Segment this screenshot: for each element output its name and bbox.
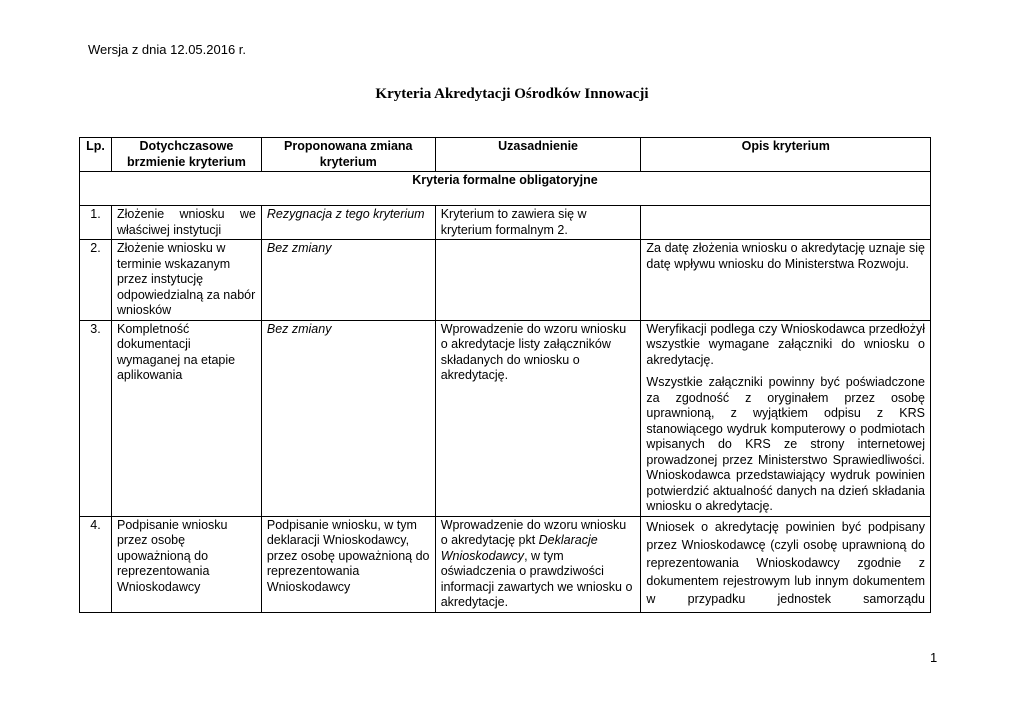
description-paragraph: Za datę złożenia wniosku o akredytację uznaje się datę wpływu wniosku do Ministerstwa Rozwoju. bbox=[646, 241, 925, 271]
proposed-change bbox=[261, 320, 435, 516]
justification: Kryterium to zawiera się w kryterium formalnym 2. bbox=[435, 206, 641, 240]
description-paragraph: Weryfikacji podlega czy Wnioskodawca przedłożył wszystkie wymagane załączniki do wniosku o akredytację. bbox=[646, 321, 925, 367]
criterion-description bbox=[641, 320, 931, 516]
justification: Wprowadzenie do wzoru wniosku o akredytacje listy załączników składanych do wniosku o akredytację. bbox=[435, 320, 641, 516]
section-title: Kryteria formalne obligatoryjne bbox=[80, 172, 931, 206]
table-row bbox=[80, 320, 931, 516]
justification bbox=[435, 516, 641, 612]
column-header-proposed: Proponowana zmiana kryterium bbox=[261, 138, 435, 172]
column-header-description: Opis kryterium bbox=[641, 138, 931, 172]
version-date: Wersja z dnia 12.05.2016 r. bbox=[88, 42, 247, 57]
row-number: 1. bbox=[80, 206, 112, 240]
criterion-description bbox=[641, 206, 931, 240]
document-title: Kryteria Akredytacji Ośrodków Innowacji bbox=[375, 86, 649, 102]
current-wording: Kompletność dokumentacji wymaganej na etapie aplikowania bbox=[111, 320, 261, 516]
criterion-description bbox=[641, 240, 931, 321]
current-wording: Złożenie wniosku we właściwej instytucji bbox=[111, 206, 261, 240]
table-row bbox=[80, 206, 931, 240]
page-number: 1 bbox=[930, 650, 938, 665]
section-row bbox=[80, 172, 931, 206]
table-row bbox=[80, 240, 931, 321]
proposed-change-text: Rezygnacja z tego kryterium bbox=[266, 207, 425, 221]
current-wording: Podpisanie wniosku przez osobę upoważnioną do reprezentowania Wnioskodawcy bbox=[111, 516, 261, 612]
column-header-justification: Uzasadnienie bbox=[435, 138, 641, 172]
row-number: 2. bbox=[80, 240, 112, 321]
proposed-change-text: Bez zmiany bbox=[266, 241, 332, 255]
proposed-change bbox=[261, 206, 435, 240]
justification-italic: Deklaracje Wnioskodawcy bbox=[440, 533, 598, 563]
row-number: 4. bbox=[80, 516, 112, 612]
table-header-row bbox=[80, 138, 931, 172]
description-paragraph: Wszystkie załączniki powinny być poświadczone za zgodność z oryginałem przez osobę uprawnioną, z wyjątkiem odpisu z KRS stanowiącego wydruk komputerowy o podmiotach wpisanych do KRS ze strony internetowej prowadzonej przez Ministerstwo Sprawiedliwości. Wnioskodawca przedstawiający wydruk powinien potwierdzić aktualność danych na dzień składania wniosku o akredytację. bbox=[646, 375, 925, 513]
justification-text: Wprowadzenie do wzoru wniosku o akredytację pkt bbox=[440, 517, 627, 547]
proposed-change bbox=[261, 240, 435, 321]
description-paragraph: Wniosek o akredytację powinien być podpisany przez Wnioskodawcę (czyli osobę uprawnioną do reprezentowania Wnioskodawcy zgodnie z dokumentem rejestrowym lub innym dokumentem w przypadku jednostek samorządu bbox=[646, 519, 925, 606]
current-wording: Złożenie wniosku w terminie wskazanym przez instytucję odpowiedzialną za nabór wniosków bbox=[111, 240, 261, 321]
column-header-lp: Lp. bbox=[80, 138, 112, 172]
table-row bbox=[80, 516, 931, 612]
row-number: 3. bbox=[80, 320, 112, 516]
proposed-change: Podpisanie wniosku, w tym deklaracji Wnioskodawcy, przez osobę upoważnioną do reprezentowania Wnioskodawcy bbox=[261, 516, 435, 612]
justification bbox=[435, 240, 641, 321]
column-header-current: Dotychczasowe brzmienie kryterium bbox=[111, 138, 261, 172]
justification-text: , w tym oświadczenia o prawdziwości informacji zawartych we wniosku o akredytacje. bbox=[440, 548, 633, 609]
proposed-change-text: Bez zmiany bbox=[266, 321, 332, 336]
criteria-table bbox=[79, 137, 931, 613]
criterion-description bbox=[641, 516, 931, 612]
